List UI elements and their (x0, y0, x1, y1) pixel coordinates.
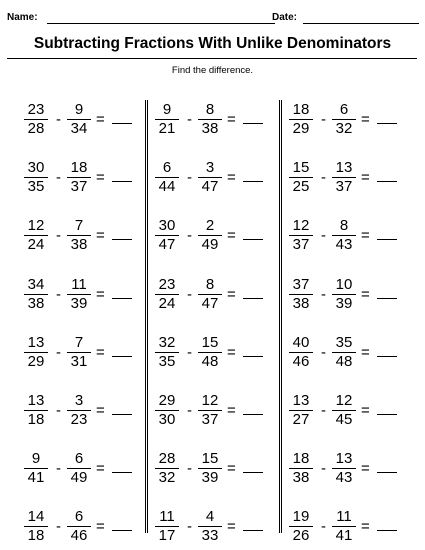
answer-blank[interactable] (377, 298, 397, 299)
fraction (67, 508, 91, 545)
denominator: 38 (201, 120, 219, 137)
fraction (24, 334, 48, 371)
fraction (155, 276, 179, 313)
fraction (24, 217, 48, 254)
answer-blank[interactable] (112, 239, 132, 240)
equals-sign: = (227, 460, 236, 478)
fraction (198, 276, 222, 313)
problem (155, 508, 285, 548)
minus-sign: - (187, 285, 192, 303)
problem (24, 334, 154, 374)
fraction (198, 101, 222, 138)
denominator: 33 (201, 527, 219, 545)
numerator: 23 (155, 276, 179, 295)
fraction (67, 334, 91, 371)
fraction (198, 392, 222, 429)
answer-blank[interactable] (112, 472, 132, 473)
problem (155, 101, 285, 141)
numerator: 7 (67, 217, 91, 236)
numerator: 18 (289, 450, 313, 469)
minus-sign: - (321, 343, 326, 361)
problem (24, 217, 154, 257)
equals-sign: = (361, 227, 370, 245)
header (7, 12, 419, 28)
equals-sign: = (361, 343, 370, 361)
denominator: 32 (158, 469, 176, 487)
minus-sign: - (321, 402, 326, 419)
denominator: 30 (158, 411, 176, 428)
numerator: 30 (24, 159, 48, 178)
fraction (155, 217, 179, 254)
fraction (67, 392, 91, 429)
problem (289, 334, 419, 374)
numerator: 3 (198, 159, 222, 178)
numerator: 35 (332, 334, 356, 353)
numerator: 30 (155, 217, 179, 236)
minus-sign: - (187, 227, 192, 245)
numerator: 8 (332, 217, 356, 236)
problem (24, 508, 154, 548)
fraction (155, 508, 179, 545)
denominator: 39 (70, 294, 88, 312)
equals-sign: = (96, 460, 105, 478)
fraction (332, 450, 356, 487)
denominator: 38 (292, 469, 310, 487)
equals-sign: = (227, 111, 236, 128)
numerator: 11 (155, 508, 179, 527)
denominator: 37 (201, 411, 219, 428)
numerator: 2 (198, 217, 222, 236)
denominator: 46 (70, 527, 88, 545)
numerator: 6 (67, 450, 91, 469)
problem (24, 101, 154, 141)
answer-blank[interactable] (243, 472, 263, 473)
problem (155, 450, 285, 490)
problem (24, 450, 154, 490)
answer-blank[interactable] (112, 414, 132, 415)
minus-sign: - (187, 402, 192, 419)
answer-blank[interactable] (112, 356, 132, 357)
denominator: 29 (292, 120, 310, 137)
denominator: 49 (70, 469, 88, 487)
numerator: 40 (289, 334, 313, 353)
fraction (332, 334, 356, 371)
denominator: 37 (70, 178, 88, 196)
fraction (155, 334, 179, 371)
denominator: 48 (335, 352, 353, 370)
equals-sign: = (96, 285, 105, 303)
denominator: 38 (292, 294, 310, 312)
denominator: 37 (292, 236, 310, 254)
equals-sign: = (361, 169, 370, 187)
fraction (332, 217, 356, 254)
numerator: 15 (198, 334, 222, 353)
problem (289, 101, 419, 141)
answer-blank[interactable] (243, 530, 263, 531)
minus-sign: - (56, 111, 61, 128)
numerator: 6 (67, 508, 91, 527)
denominator: 24 (27, 236, 45, 254)
equals-sign: = (96, 227, 105, 245)
denominator: 26 (292, 527, 310, 545)
numerator: 34 (24, 276, 48, 295)
answer-blank[interactable] (377, 472, 397, 473)
minus-sign: - (56, 343, 61, 361)
denominator: 39 (201, 469, 219, 487)
denominator: 47 (158, 236, 176, 254)
fraction (332, 159, 356, 196)
problem (155, 217, 285, 257)
answer-blank[interactable] (112, 530, 132, 531)
equals-sign: = (227, 285, 236, 303)
equals-sign: = (227, 343, 236, 361)
answer-blank[interactable] (243, 356, 263, 357)
equals-sign: = (227, 169, 236, 187)
problem (289, 392, 419, 432)
equals-sign: = (227, 402, 236, 419)
denominator: 47 (201, 178, 219, 196)
problem (24, 392, 154, 432)
minus-sign: - (187, 111, 192, 128)
numerator: 4 (198, 508, 222, 527)
problem (289, 159, 419, 199)
minus-sign: - (321, 227, 326, 245)
denominator: 25 (292, 178, 310, 196)
fraction (67, 217, 91, 254)
denominator: 44 (158, 178, 176, 196)
answer-blank[interactable] (243, 239, 263, 240)
numerator: 13 (332, 159, 356, 178)
denominator: 34 (70, 120, 88, 137)
minus-sign: - (321, 111, 326, 128)
minus-sign: - (56, 169, 61, 187)
numerator: 12 (332, 392, 356, 411)
fraction (67, 450, 91, 487)
numerator: 14 (24, 508, 48, 527)
equals-sign: = (361, 402, 370, 419)
minus-sign: - (321, 518, 326, 536)
answer-blank[interactable] (112, 123, 132, 124)
numerator: 11 (67, 276, 91, 295)
minus-sign: - (187, 169, 192, 187)
fraction (24, 276, 48, 313)
answer-blank[interactable] (377, 530, 397, 531)
equals-sign: = (227, 227, 236, 245)
fraction (24, 101, 48, 138)
answer-blank[interactable] (243, 181, 263, 182)
answer-blank[interactable] (377, 123, 397, 124)
equals-sign: = (227, 518, 236, 536)
numerator: 11 (332, 508, 356, 527)
denominator: 27 (292, 411, 310, 428)
denominator: 49 (201, 236, 219, 254)
answer-blank[interactable] (377, 181, 397, 182)
numerator: 19 (289, 508, 313, 527)
numerator: 29 (155, 392, 179, 411)
denominator: 24 (158, 294, 176, 312)
fraction (289, 334, 313, 371)
denominator: 48 (201, 352, 219, 370)
minus-sign: - (56, 460, 61, 478)
numerator: 7 (67, 334, 91, 353)
numerator: 18 (289, 101, 313, 120)
fraction (67, 276, 91, 313)
name-field[interactable] (47, 23, 275, 24)
page-title: Subtracting Fractions With Unlike Denominators (33, 35, 392, 52)
problem (289, 217, 419, 257)
numerator: 3 (67, 392, 91, 411)
date-field[interactable] (303, 23, 419, 24)
denominator: 37 (335, 178, 353, 196)
equals-sign: = (361, 111, 370, 128)
problem (289, 276, 419, 316)
fraction (155, 159, 179, 196)
fraction (67, 159, 91, 196)
numerator: 13 (24, 334, 48, 353)
numerator: 13 (289, 392, 313, 411)
minus-sign: - (56, 518, 61, 536)
denominator: 32 (335, 120, 353, 137)
answer-blank[interactable] (243, 414, 263, 415)
answer-blank[interactable] (112, 298, 132, 299)
numerator: 12 (289, 217, 313, 236)
denominator: 35 (27, 178, 45, 196)
problem (289, 508, 419, 548)
equals-sign: = (96, 343, 105, 361)
denominator: 35 (158, 352, 176, 370)
denominator: 18 (27, 527, 45, 545)
fraction (289, 508, 313, 545)
answer-blank[interactable] (243, 298, 263, 299)
answer-blank[interactable] (377, 414, 397, 415)
fraction (24, 159, 48, 196)
minus-sign: - (321, 460, 326, 478)
problem (155, 334, 285, 374)
minus-sign: - (187, 518, 192, 536)
minus-sign: - (56, 285, 61, 303)
numerator: 23 (24, 101, 48, 120)
fraction (198, 508, 222, 545)
instructions: Find the difference. (171, 65, 254, 76)
numerator: 8 (198, 276, 222, 295)
title-divider (7, 58, 417, 59)
numerator: 13 (332, 450, 356, 469)
denominator: 21 (158, 120, 176, 137)
numerator: 9 (67, 101, 91, 120)
numerator: 13 (24, 392, 48, 411)
fraction (289, 159, 313, 196)
denominator: 41 (27, 469, 45, 487)
fraction (198, 334, 222, 371)
denominator: 45 (335, 411, 353, 428)
answer-blank[interactable] (112, 181, 132, 182)
fraction (67, 101, 91, 138)
denominator: 17 (158, 527, 176, 545)
problem (155, 276, 285, 316)
minus-sign: - (56, 227, 61, 245)
fraction (198, 159, 222, 196)
fraction (289, 101, 313, 138)
denominator: 39 (335, 294, 353, 312)
fraction (198, 450, 222, 487)
numerator: 6 (155, 159, 179, 178)
minus-sign: - (187, 343, 192, 361)
numerator: 10 (332, 276, 356, 295)
equals-sign: = (361, 518, 370, 536)
fraction (289, 276, 313, 313)
equals-sign: = (361, 285, 370, 303)
denominator: 38 (70, 236, 88, 254)
minus-sign: - (187, 460, 192, 478)
denominator: 29 (27, 352, 45, 370)
fraction (155, 450, 179, 487)
numerator: 32 (155, 334, 179, 353)
numerator: 8 (198, 101, 222, 120)
fraction (155, 392, 179, 429)
numerator: 37 (289, 276, 313, 295)
numerator: 12 (198, 392, 222, 411)
fraction (24, 450, 48, 487)
fraction (155, 101, 179, 138)
fraction (289, 217, 313, 254)
numerator: 9 (155, 101, 179, 120)
problem (155, 159, 285, 199)
minus-sign: - (321, 169, 326, 187)
numerator: 15 (198, 450, 222, 469)
minus-sign: - (321, 285, 326, 303)
denominator: 31 (70, 352, 88, 370)
denominator: 46 (292, 352, 310, 370)
numerator: 9 (24, 450, 48, 469)
fraction (289, 450, 313, 487)
problem (155, 392, 285, 432)
equals-sign: = (361, 460, 370, 478)
numerator: 12 (24, 217, 48, 236)
denominator: 23 (70, 411, 88, 428)
fraction (289, 392, 313, 429)
minus-sign: - (56, 402, 61, 419)
denominator: 38 (27, 294, 45, 312)
fraction (332, 508, 356, 545)
fraction (24, 508, 48, 545)
equals-sign: = (96, 518, 105, 536)
equals-sign: = (96, 111, 105, 128)
denominator: 47 (201, 294, 219, 312)
numerator: 15 (289, 159, 313, 178)
numerator: 28 (155, 450, 179, 469)
answer-blank[interactable] (243, 123, 263, 124)
problem (289, 450, 419, 490)
equals-sign: = (96, 169, 105, 187)
equals-sign: = (96, 402, 105, 419)
problem (24, 276, 154, 316)
answer-blank[interactable] (377, 356, 397, 357)
fraction (24, 392, 48, 429)
fraction (198, 217, 222, 254)
fraction (332, 101, 356, 138)
denominator: 43 (335, 469, 353, 487)
name-label: Name: (7, 12, 38, 23)
fraction (332, 276, 356, 313)
numerator: 6 (332, 101, 356, 120)
problem (24, 159, 154, 199)
denominator: 28 (27, 120, 45, 137)
answer-blank[interactable] (377, 239, 397, 240)
denominator: 43 (335, 236, 353, 254)
denominator: 41 (335, 527, 353, 545)
denominator: 18 (27, 411, 45, 428)
numerator: 18 (67, 159, 91, 178)
date-label: Date: (272, 12, 298, 23)
fraction (332, 392, 356, 429)
